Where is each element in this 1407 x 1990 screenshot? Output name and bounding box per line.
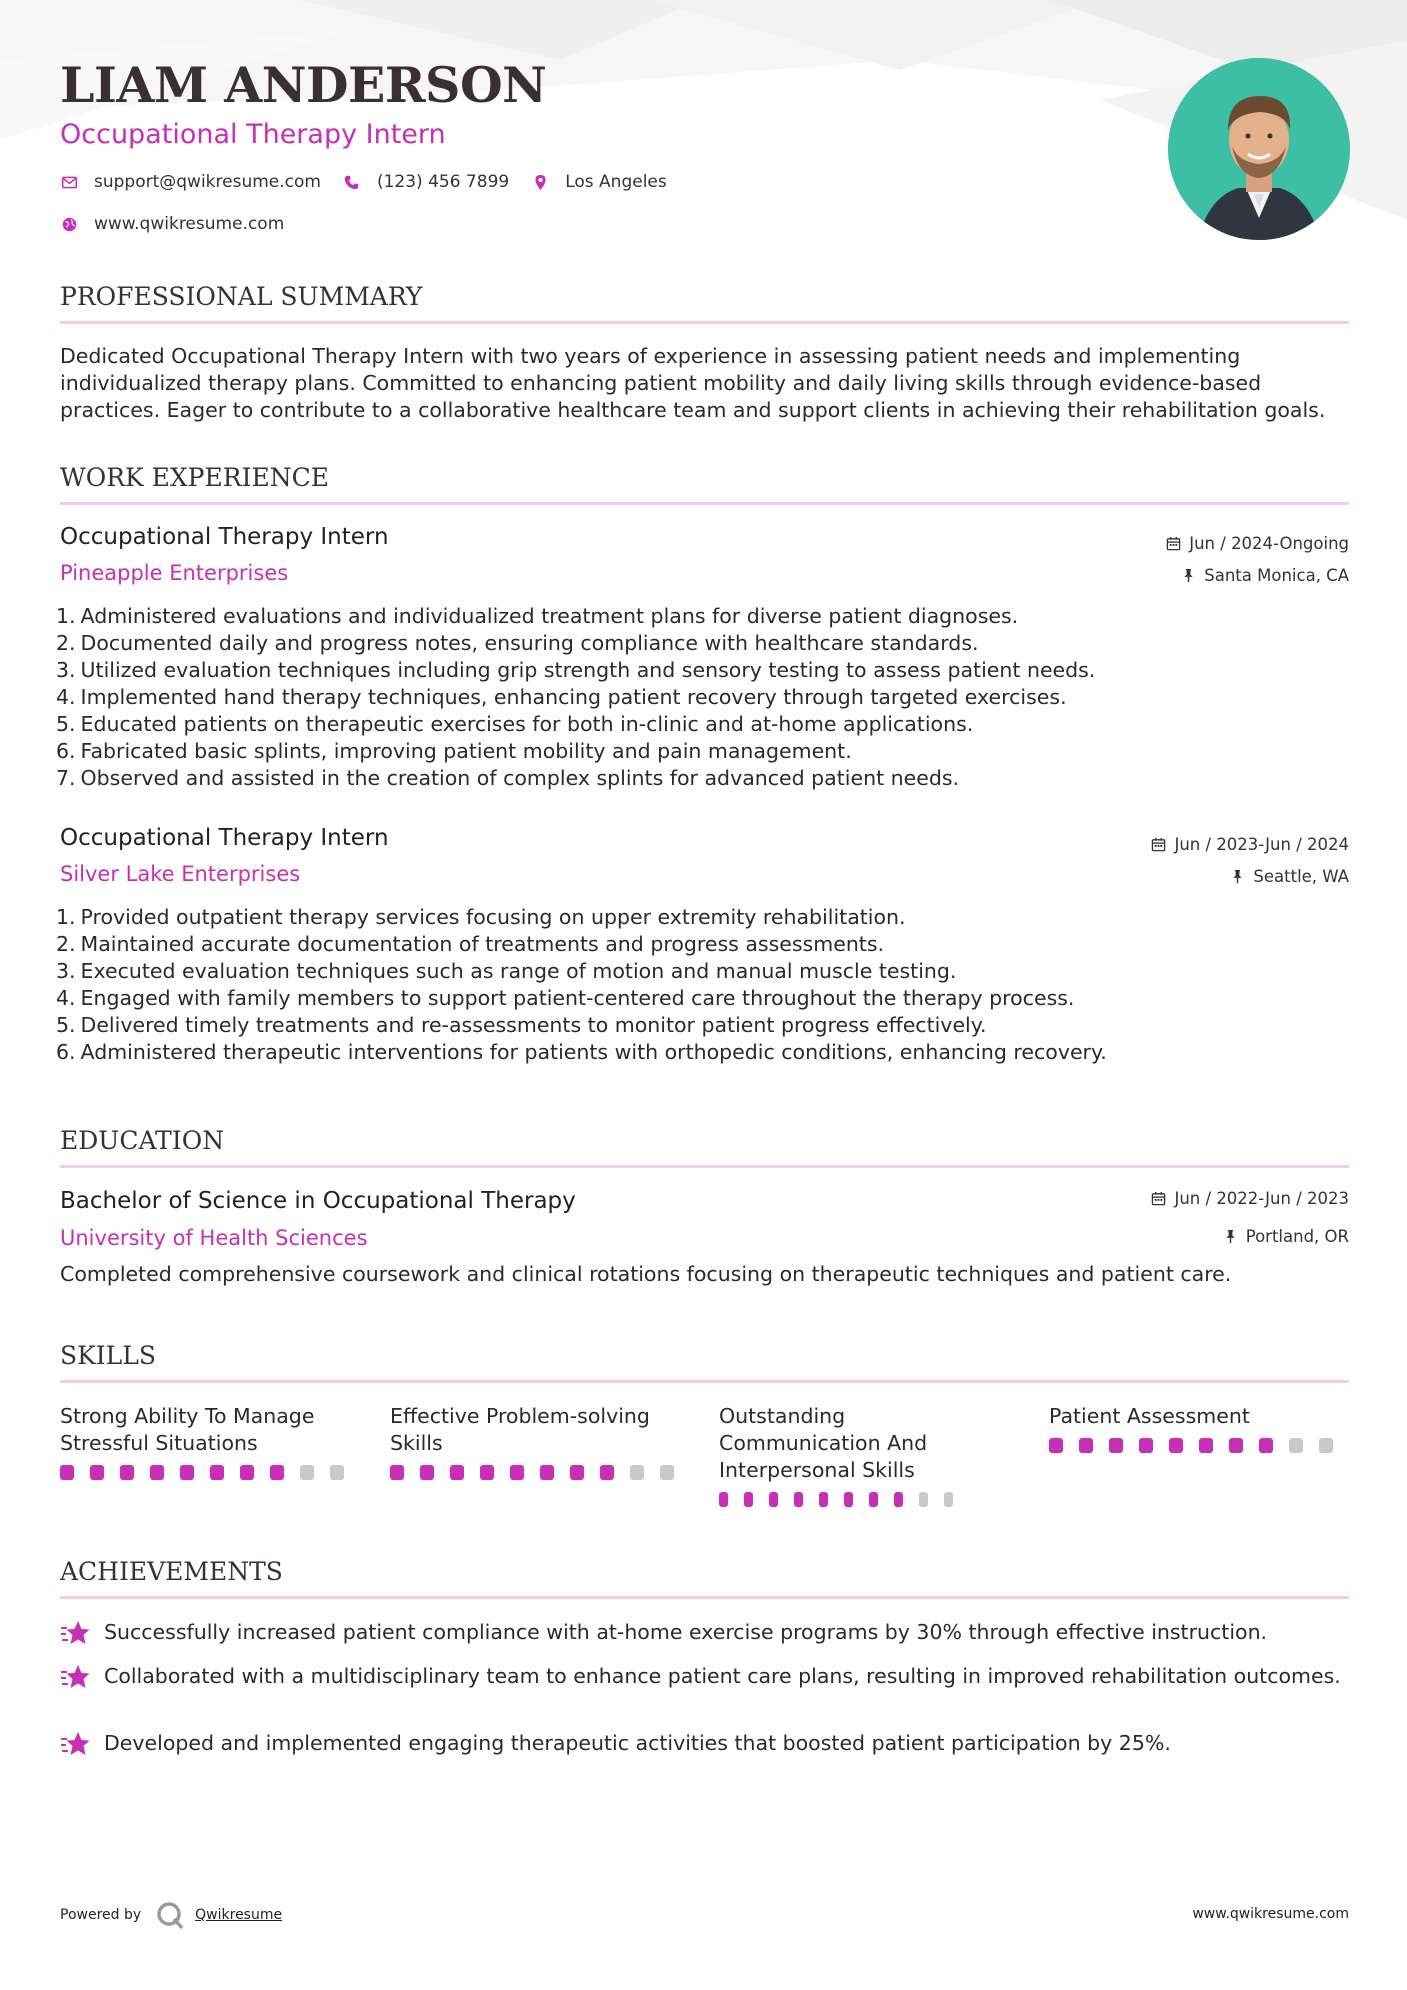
list-item: 5. Delivered timely treatments and re-assessments to monitor patient progress effectively.: [56, 1013, 987, 1037]
skill-rating: [390, 1465, 690, 1480]
profile-photo: [1168, 58, 1350, 240]
job-location: [1181, 566, 1349, 585]
rating-dot-empty: [300, 1465, 314, 1480]
pushpin-icon: [1223, 1229, 1238, 1244]
rating-dot-filled: [1109, 1438, 1123, 1453]
section-divider: [60, 502, 1349, 505]
rating-dot-empty: [1319, 1438, 1333, 1453]
envelope-icon: [60, 173, 78, 191]
rating-dot-filled: [844, 1492, 853, 1507]
skill-item: [1049, 1403, 1349, 1453]
calendar-icon: [1151, 1191, 1166, 1206]
dates-text: Jun / 2024-Ongoing: [1189, 534, 1349, 553]
school-name: University of Health Sciences: [60, 1226, 368, 1250]
company-name: Pineapple Enterprises: [60, 561, 289, 585]
rating-dot-empty: [660, 1465, 674, 1480]
section-title-summary: PROFESSIONAL SUMMARY: [60, 282, 423, 311]
job-bullets: [56, 603, 1349, 792]
rating-dot-filled: [600, 1465, 614, 1480]
section-title-achievements: ACHIEVEMENTS: [60, 1557, 283, 1586]
job-location: [1230, 867, 1349, 886]
qwikresume-logo-icon: [155, 1900, 185, 1930]
job-dates: [1151, 835, 1349, 854]
rating-dot-filled: [744, 1492, 753, 1507]
contact-phone[interactable]: [343, 172, 509, 192]
candidate-name: LIAM ANDERSON: [60, 56, 547, 114]
rating-dot-empty: [919, 1492, 928, 1507]
rating-dot-filled: [1259, 1438, 1273, 1453]
list-item: 2. Maintained accurate documentation of treatments and progress assessments.: [56, 932, 885, 956]
company-name: Silver Lake Enterprises: [60, 862, 301, 886]
list-item: 6. Administered therapeutic interventions for patients with orthopedic conditions, enhancing recovery.: [56, 1040, 1107, 1064]
list-item: 5. Educated patients on therapeutic exercises for both in-clinic and at-home applications.: [56, 712, 974, 736]
job-title: Occupational Therapy Intern: [60, 825, 389, 851]
achievement-text: Collaborated with a multidisciplinary team to enhance patient care plans, resulting in improved rehabilitation outcomes.: [104, 1664, 1341, 1688]
list-item: 3. Executed evaluation techniques such as range of motion and manual muscle testing.: [56, 959, 957, 983]
rating-dot-filled: [420, 1465, 434, 1480]
rating-dot-filled: [540, 1465, 554, 1480]
achievement-item: [60, 1619, 1349, 1647]
pushpin-icon: [1230, 869, 1245, 884]
achievement-item: [60, 1663, 1349, 1691]
rating-dot-filled: [794, 1492, 803, 1507]
section-title-skills: SKILLS: [60, 1341, 157, 1370]
rating-dot-empty: [330, 1465, 344, 1480]
contact-row-website: [60, 214, 306, 234]
candidate-role: Occupational Therapy Intern: [60, 119, 446, 150]
calendar-icon: [1166, 536, 1181, 551]
calendar-icon: [1151, 837, 1166, 852]
list-item: 1. Administered evaluations and individualized treatment plans for diverse patient diagnoses.: [56, 604, 1019, 628]
rating-dot-filled: [210, 1465, 224, 1480]
rating-dot-filled: [1139, 1438, 1153, 1453]
skill-name: Strong Ability To Manage Stressful Situations: [60, 1404, 315, 1455]
footer-powered-by: [60, 1900, 282, 1930]
achievement-text: Developed and implemented engaging therapeutic activities that boosted patient participation by 25%.: [104, 1731, 1171, 1755]
section-divider: [60, 1380, 1349, 1383]
location-text: Santa Monica, CA: [1204, 566, 1349, 585]
location-text: Portland, OR: [1245, 1227, 1349, 1246]
dates-text: Jun / 2023-Jun / 2024: [1174, 835, 1349, 854]
star-icon: [60, 1730, 90, 1758]
achievement-item: [60, 1730, 1349, 1758]
section-divider: [60, 321, 1349, 324]
globe-icon: [60, 215, 78, 233]
contact-row: [60, 172, 689, 192]
rating-dot-filled: [570, 1465, 584, 1480]
footer-url[interactable]: www.qwikresume.com: [1192, 1906, 1349, 1922]
rating-dot-filled: [240, 1465, 254, 1480]
list-item: 4. Engaged with family members to support patient-centered care throughout the therapy process.: [56, 986, 1075, 1010]
pushpin-icon: [1181, 568, 1196, 583]
rating-dot-empty: [1289, 1438, 1303, 1453]
rating-dot-empty: [630, 1465, 644, 1480]
list-item: 1. Provided outpatient therapy services focusing on upper extremity rehabilitation.: [56, 905, 906, 929]
rating-dot-filled: [819, 1492, 828, 1507]
rating-dot-filled: [390, 1465, 404, 1480]
rating-dot-filled: [1169, 1438, 1183, 1453]
list-item: 4. Implemented hand therapy techniques, enhancing patient recovery through targeted exercises.: [56, 685, 1067, 709]
skill-name: Outstanding Communication And Interpersonal Skills: [719, 1404, 928, 1482]
education-description: Completed comprehensive coursework and clinical rotations focusing on therapeutic techniques and patient care.: [60, 1262, 1232, 1286]
rating-dot-filled: [180, 1465, 194, 1480]
rating-dot-filled: [1229, 1438, 1243, 1453]
job-dates: [1166, 534, 1349, 553]
rating-dot-filled: [719, 1492, 728, 1507]
rating-dot-filled: [769, 1492, 778, 1507]
rating-dot-filled: [120, 1465, 134, 1480]
rating-dot-filled: [450, 1465, 464, 1480]
phone-text: (123) 456 7899: [376, 172, 510, 192]
email-text: support@qwikresume.com: [94, 172, 321, 192]
skill-name: Patient Assessment: [1049, 1404, 1250, 1428]
contact-website[interactable]: [60, 214, 284, 234]
rating-dot-filled: [869, 1492, 878, 1507]
education-location: [1223, 1227, 1349, 1246]
rating-dot-filled: [60, 1465, 74, 1480]
star-icon: [60, 1619, 90, 1647]
skill-item: [60, 1403, 360, 1480]
list-item: 3. Utilized evaluation techniques including grip strength and sensory testing to assess patient needs.: [56, 658, 1096, 682]
rating-dot-filled: [150, 1465, 164, 1480]
job-title: Occupational Therapy Intern: [60, 524, 389, 550]
section-divider: [60, 1165, 1349, 1168]
rating-dot-empty: [944, 1492, 953, 1507]
rating-dot-filled: [480, 1465, 494, 1480]
achievement-text: Successfully increased patient compliance with at-home exercise programs by 30% through effective instruction.: [104, 1620, 1268, 1644]
skill-rating: [1049, 1438, 1349, 1453]
skill-rating: [60, 1465, 360, 1480]
contact-location: [531, 172, 667, 192]
degree-title: Bachelor of Science in Occupational Therapy: [60, 1188, 576, 1214]
dates-text: Jun / 2022-Jun / 2023: [1174, 1189, 1349, 1208]
skill-item: [390, 1403, 690, 1480]
map-pin-icon: [531, 173, 549, 191]
summary-text: Dedicated Occupational Therapy Intern with two years of experience in assessing patient needs and implementing individualized therapy plans. Committed to enhancing patient mobility and daily living skills through evidence-based practices. Eager to contribute to a collaborative healthcare team and support clients in achieving their rehabilitation goals.: [60, 344, 1326, 422]
section-title-experience: WORK EXPERIENCE: [60, 463, 329, 492]
list-item: 2. Documented daily and progress notes, ensuring compliance with healthcare standards.: [56, 631, 979, 655]
skill-rating: [719, 1492, 969, 1507]
section-title-education: EDUCATION: [60, 1126, 225, 1155]
contact-email[interactable]: [60, 172, 321, 192]
rating-dot-filled: [90, 1465, 104, 1480]
rating-dot-filled: [270, 1465, 284, 1480]
location-text: Seattle, WA: [1253, 867, 1349, 886]
rating-dot-filled: [510, 1465, 524, 1480]
list-item: 6. Fabricated basic splints, improving patient mobility and pain management.: [56, 739, 852, 763]
rating-dot-filled: [1199, 1438, 1213, 1453]
powered-by-label: Powered by: [60, 1907, 142, 1923]
skill-name: Effective Problem-solving Skills: [390, 1404, 650, 1455]
brand-link[interactable]: Qwikresume: [195, 1907, 283, 1923]
list-item: 7. Observed and assisted in the creation of complex splints for advanced patient needs.: [56, 766, 960, 790]
education-dates: [1151, 1189, 1349, 1208]
rating-dot-filled: [894, 1492, 903, 1507]
job-bullets: [56, 904, 1349, 1066]
rating-dot-filled: [1049, 1438, 1063, 1453]
skill-item: [719, 1403, 969, 1507]
rating-dot-filled: [1079, 1438, 1093, 1453]
phone-icon: [343, 173, 361, 191]
star-icon: [60, 1663, 90, 1691]
location-text: Los Angeles: [565, 172, 667, 192]
website-text: www.qwikresume.com: [94, 214, 285, 234]
section-divider: [60, 1596, 1349, 1599]
